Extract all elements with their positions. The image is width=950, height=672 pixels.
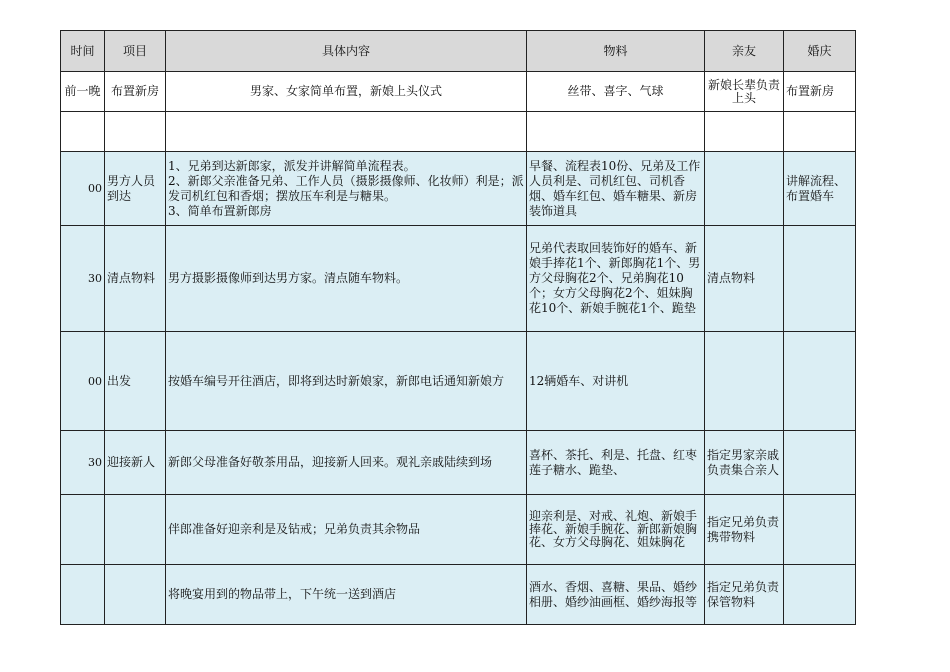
cell-time xyxy=(61,112,105,152)
cell-content: 将晚宴用到的物品带上，下午统一送到酒店 xyxy=(166,565,527,625)
cell-relatives: 指定兄弟负责保管物料 xyxy=(705,565,784,625)
table-row xyxy=(61,332,856,431)
table-row xyxy=(61,152,856,226)
cell-content: 按婚车编号开往酒店，即将到达时新娘家，新郎电话通知新娘方 xyxy=(166,332,527,431)
table-row xyxy=(61,226,856,332)
schedule-table xyxy=(60,30,856,625)
cell-time: 00 xyxy=(61,332,105,431)
header-relatives: 亲友 xyxy=(705,31,784,72)
cell-wedding xyxy=(784,112,856,152)
header-time: 时间 xyxy=(61,31,105,72)
table-row xyxy=(61,72,856,112)
table-row xyxy=(61,431,856,495)
cell-wedding xyxy=(784,431,856,495)
cell-item: 清点物料 xyxy=(105,226,166,332)
cell-content: 伴郎准备好迎亲利是及钻戒；兄弟负责其余物品 xyxy=(166,495,527,565)
cell-relatives xyxy=(705,112,784,152)
cell-relatives: 清点物料 xyxy=(705,226,784,332)
cell-relatives xyxy=(705,332,784,431)
cell-content: 男方摄影摄像师到达男方家。清点随车物料。 xyxy=(166,226,527,332)
cell-materials: 喜杯、茶托、利是、托盘、红枣莲子糖水、跪垫、 xyxy=(527,431,705,495)
cell-materials: 丝带、喜字、气球 xyxy=(527,72,705,112)
cell-item xyxy=(105,495,166,565)
cell-content: 男家、女家简单布置，新娘上头仪式 xyxy=(166,72,527,112)
cell-wedding: 布置新房 xyxy=(784,72,856,112)
cell-relatives: 指定男家亲戚负责集合亲人 xyxy=(705,431,784,495)
cell-wedding: 讲解流程、布置婚车 xyxy=(784,152,856,226)
cell-materials: 12辆婚车、对讲机 xyxy=(527,332,705,431)
cell-time: 00 xyxy=(61,152,105,226)
cell-materials: 酒水、香烟、喜糖、果品、婚纱相册、婚纱油画框、婚纱海报等 xyxy=(527,565,705,625)
header-item: 项目 xyxy=(105,31,166,72)
cell-wedding xyxy=(784,226,856,332)
cell-materials: 早餐、流程表10份、兄弟及工作人员利是、司机红包、司机香烟、婚车红包、婚车糖果、新房装饰道具 xyxy=(527,152,705,226)
cell-item: 男方人员到达 xyxy=(105,152,166,226)
cell-relatives xyxy=(705,152,784,226)
cell-relatives: 指定兄弟负责携带物料 xyxy=(705,495,784,565)
header-content: 具体内容 xyxy=(166,31,527,72)
cell-time: 30 xyxy=(61,226,105,332)
header-row xyxy=(61,31,856,72)
cell-time: 30 xyxy=(61,431,105,495)
cell-time xyxy=(61,565,105,625)
cell-item xyxy=(105,565,166,625)
cell-materials: 迎亲利是、对戒、礼炮、新娘手捧花、新娘手腕花、新郎新娘胸花、女方父母胸花、姐妹胸花 xyxy=(527,495,705,565)
cell-item xyxy=(105,112,166,152)
header-wedding: 婚庆 xyxy=(784,31,856,72)
table-row xyxy=(61,565,856,625)
header-materials: 物料 xyxy=(527,31,705,72)
table-row xyxy=(61,112,856,152)
cell-time: 前一晚 xyxy=(61,72,105,112)
cell-relatives: 新娘长辈负责上头 xyxy=(705,72,784,112)
cell-item: 出发 xyxy=(105,332,166,431)
cell-time xyxy=(61,495,105,565)
cell-materials: 兄弟代表取回装饰好的婚车、新娘手捧花1个、新郎胸花1个、男方父母胸花2个、兄弟胸花10个；女方父母胸花2个、姐妹胸花10个、新娘手腕花1个、跪垫 xyxy=(527,226,705,332)
cell-content: 新郎父母准备好敬茶用品，迎接新人回来。观礼亲戚陆续到场 xyxy=(166,431,527,495)
table-row xyxy=(61,495,856,565)
cell-item: 布置新房 xyxy=(105,72,166,112)
cell-wedding xyxy=(784,495,856,565)
cell-wedding xyxy=(784,332,856,431)
cell-content: 1、兄弟到达新郎家，派发并讲解简单流程表。 2、新郎父亲准备兄弟、工作人员（摄影摄像师、化妆师）利是；派发司机红包和香烟；摆放压车利是与糖果。 3、简单布置新郎房 xyxy=(166,152,527,226)
cell-content xyxy=(166,112,527,152)
cell-materials xyxy=(527,112,705,152)
cell-wedding xyxy=(784,565,856,625)
cell-item: 迎接新人 xyxy=(105,431,166,495)
